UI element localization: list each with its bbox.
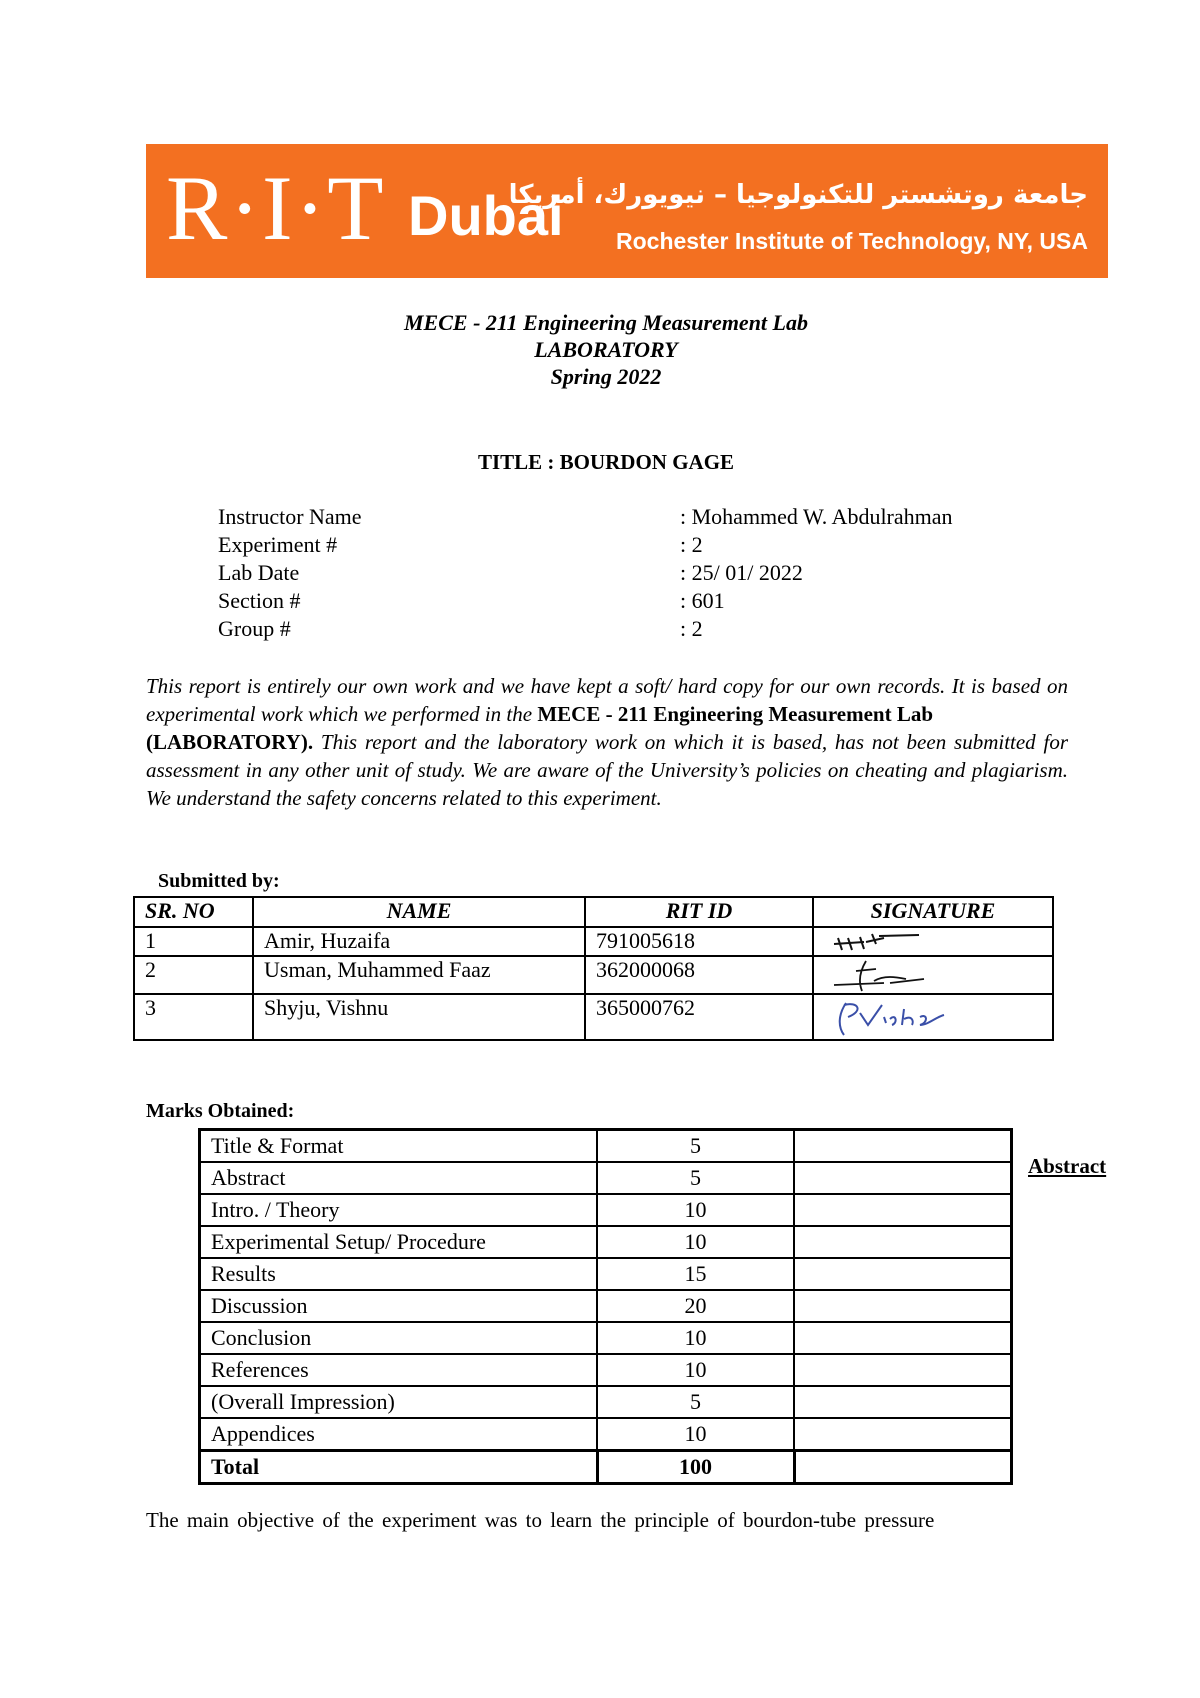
table-row xyxy=(200,1322,1012,1354)
marks-obtained-cell[interactable] xyxy=(794,1322,1012,1354)
declaration-course: MECE - 211 Engineering Measurement Lab xyxy=(537,702,934,726)
declaration-text-2: This report and the laboratory work on which it is based, has not been submitted for assessment in any other unit of study. We are aware of the University’s policies on cheating and plagiarism. We understand the safety concerns related to this experiment. xyxy=(146,730,1069,810)
table-row xyxy=(200,1386,1012,1418)
group-value: : 2 xyxy=(680,616,703,641)
rit-id-cell: 362000068 xyxy=(585,956,813,994)
marks-obtained-cell[interactable] xyxy=(794,1258,1012,1290)
signature-cell xyxy=(813,994,1053,1040)
table-row xyxy=(200,1226,1012,1258)
sr-no-cell: 1 xyxy=(134,927,253,956)
lab-date-value: : 25/ 01/ 2022 xyxy=(680,560,803,585)
table-row xyxy=(200,1418,1012,1451)
marks-item-cell: Results xyxy=(200,1258,598,1290)
sr-no-cell: 3 xyxy=(134,994,253,1040)
table-row xyxy=(200,1162,1012,1194)
instructor-label: Instructor Name xyxy=(218,504,362,529)
marks-obtained-cell[interactable] xyxy=(794,1162,1012,1194)
marks-max-cell: 10 xyxy=(597,1354,794,1386)
marks-max-cell: 5 xyxy=(597,1386,794,1418)
students-table xyxy=(133,896,1054,1041)
table-row xyxy=(200,1130,1012,1163)
marks-max-cell: 10 xyxy=(597,1194,794,1226)
marks-obtained-cell[interactable] xyxy=(794,1130,1012,1163)
table-row xyxy=(134,927,1053,956)
marks-item-cell: References xyxy=(200,1354,598,1386)
lab-date-label: Lab Date xyxy=(218,560,300,585)
marks-item-cell: Experimental Setup/ Procedure xyxy=(200,1226,598,1258)
marks-item-cell: Intro. / Theory xyxy=(200,1194,598,1226)
students-header-row xyxy=(134,897,1053,927)
rit-dubai-banner xyxy=(146,144,1108,278)
marks-item-cell: Abstract xyxy=(200,1162,598,1194)
marks-obtained-cell[interactable] xyxy=(794,1226,1012,1258)
signature-cell xyxy=(813,956,1053,994)
marks-item-cell: (Overall Impression) xyxy=(200,1386,598,1418)
table-row xyxy=(134,994,1053,1040)
table-row xyxy=(200,1258,1012,1290)
table-row xyxy=(200,1354,1012,1386)
declaration-lab: (LABORATORY). xyxy=(146,730,314,754)
submitted-by-label: Submitted by: xyxy=(158,870,280,892)
arabic-institution-name: جامعة روتشستر للتكنولوجيا – نيويورك، أمريكا xyxy=(508,180,1088,210)
marks-item-cell: Conclusion xyxy=(200,1322,598,1354)
total-row xyxy=(200,1451,1012,1484)
marks-table xyxy=(198,1128,1013,1485)
marks-obtained-cell[interactable] xyxy=(794,1418,1012,1451)
marks-max-cell: 5 xyxy=(597,1162,794,1194)
total-empty-cell xyxy=(794,1451,1012,1484)
institution-name: Rochester Institute of Technology, NY, USA xyxy=(616,228,1088,254)
header-name: NAME xyxy=(253,897,585,927)
marks-max-cell: 10 xyxy=(597,1418,794,1451)
signature-3-icon xyxy=(824,995,964,1037)
marks-obtained-cell[interactable] xyxy=(794,1386,1012,1418)
report-title: TITLE : BOURDON GAGE xyxy=(477,450,735,474)
signature-1-icon xyxy=(824,928,934,954)
marks-max-cell: 20 xyxy=(597,1290,794,1322)
header-signature: SIGNATURE xyxy=(813,897,1053,927)
instructor-value: : Mohammed W. Abdulrahman xyxy=(680,504,953,529)
name-cell: Usman, Muhammed Faaz xyxy=(253,956,585,994)
signature-2-icon xyxy=(824,957,934,993)
abstract-heading: Abstract xyxy=(1028,1154,1107,1178)
marks-obtained-cell[interactable] xyxy=(794,1354,1012,1386)
marks-item-cell: Discussion xyxy=(200,1290,598,1322)
experiment-label: Experiment # xyxy=(218,532,338,557)
rit-id-cell: 365000762 xyxy=(585,994,813,1040)
marks-max-cell: 5 xyxy=(597,1130,794,1163)
rit-id-cell: 791005618 xyxy=(585,927,813,956)
section-value: : 601 xyxy=(680,588,725,613)
marks-obtained-cell[interactable] xyxy=(794,1290,1012,1322)
signature-cell xyxy=(813,927,1053,956)
sr-no-cell: 2 xyxy=(134,956,253,994)
total-label: Total xyxy=(200,1451,598,1484)
name-cell: Amir, Huzaifa xyxy=(253,927,585,956)
lab-label: LABORATORY xyxy=(534,337,678,362)
marks-max-cell: 10 xyxy=(597,1322,794,1354)
marks-item-cell: Title & Format xyxy=(200,1130,598,1163)
table-row xyxy=(200,1290,1012,1322)
dubai-logo-text: Dubai xyxy=(408,184,564,247)
declaration-text-1: This report is entirely our own work and we have kept a soft/ hard copy for our own records. It is based on experimental work which we performed in the xyxy=(146,674,1068,726)
header-sr-no: SR. NO xyxy=(134,897,253,927)
header-rit-id: RIT ID xyxy=(585,897,813,927)
experiment-value: : 2 xyxy=(680,532,703,557)
declaration-paragraph xyxy=(146,672,1068,812)
total-value: 100 xyxy=(597,1451,794,1484)
marks-max-cell: 15 xyxy=(597,1258,794,1290)
abstract-body: The main objective of the experiment was to learn the principle of bourdon-tube pressure xyxy=(146,1508,935,1532)
section-label: Section # xyxy=(218,588,301,613)
table-row xyxy=(200,1194,1012,1226)
marks-obtained-cell[interactable] xyxy=(794,1194,1012,1226)
table-row xyxy=(134,956,1053,994)
name-cell: Shyju, Vishnu xyxy=(253,994,585,1040)
marks-item-cell: Appendices xyxy=(200,1418,598,1451)
course-title: MECE - 211 Engineering Measurement Lab xyxy=(403,310,808,335)
group-label: Group # xyxy=(218,616,291,641)
marks-obtained-label: Marks Obtained: xyxy=(146,1100,295,1122)
marks-max-cell: 10 xyxy=(597,1226,794,1258)
rit-logo: R·I·T xyxy=(166,157,386,259)
term-label: Spring 2022 xyxy=(550,364,662,389)
